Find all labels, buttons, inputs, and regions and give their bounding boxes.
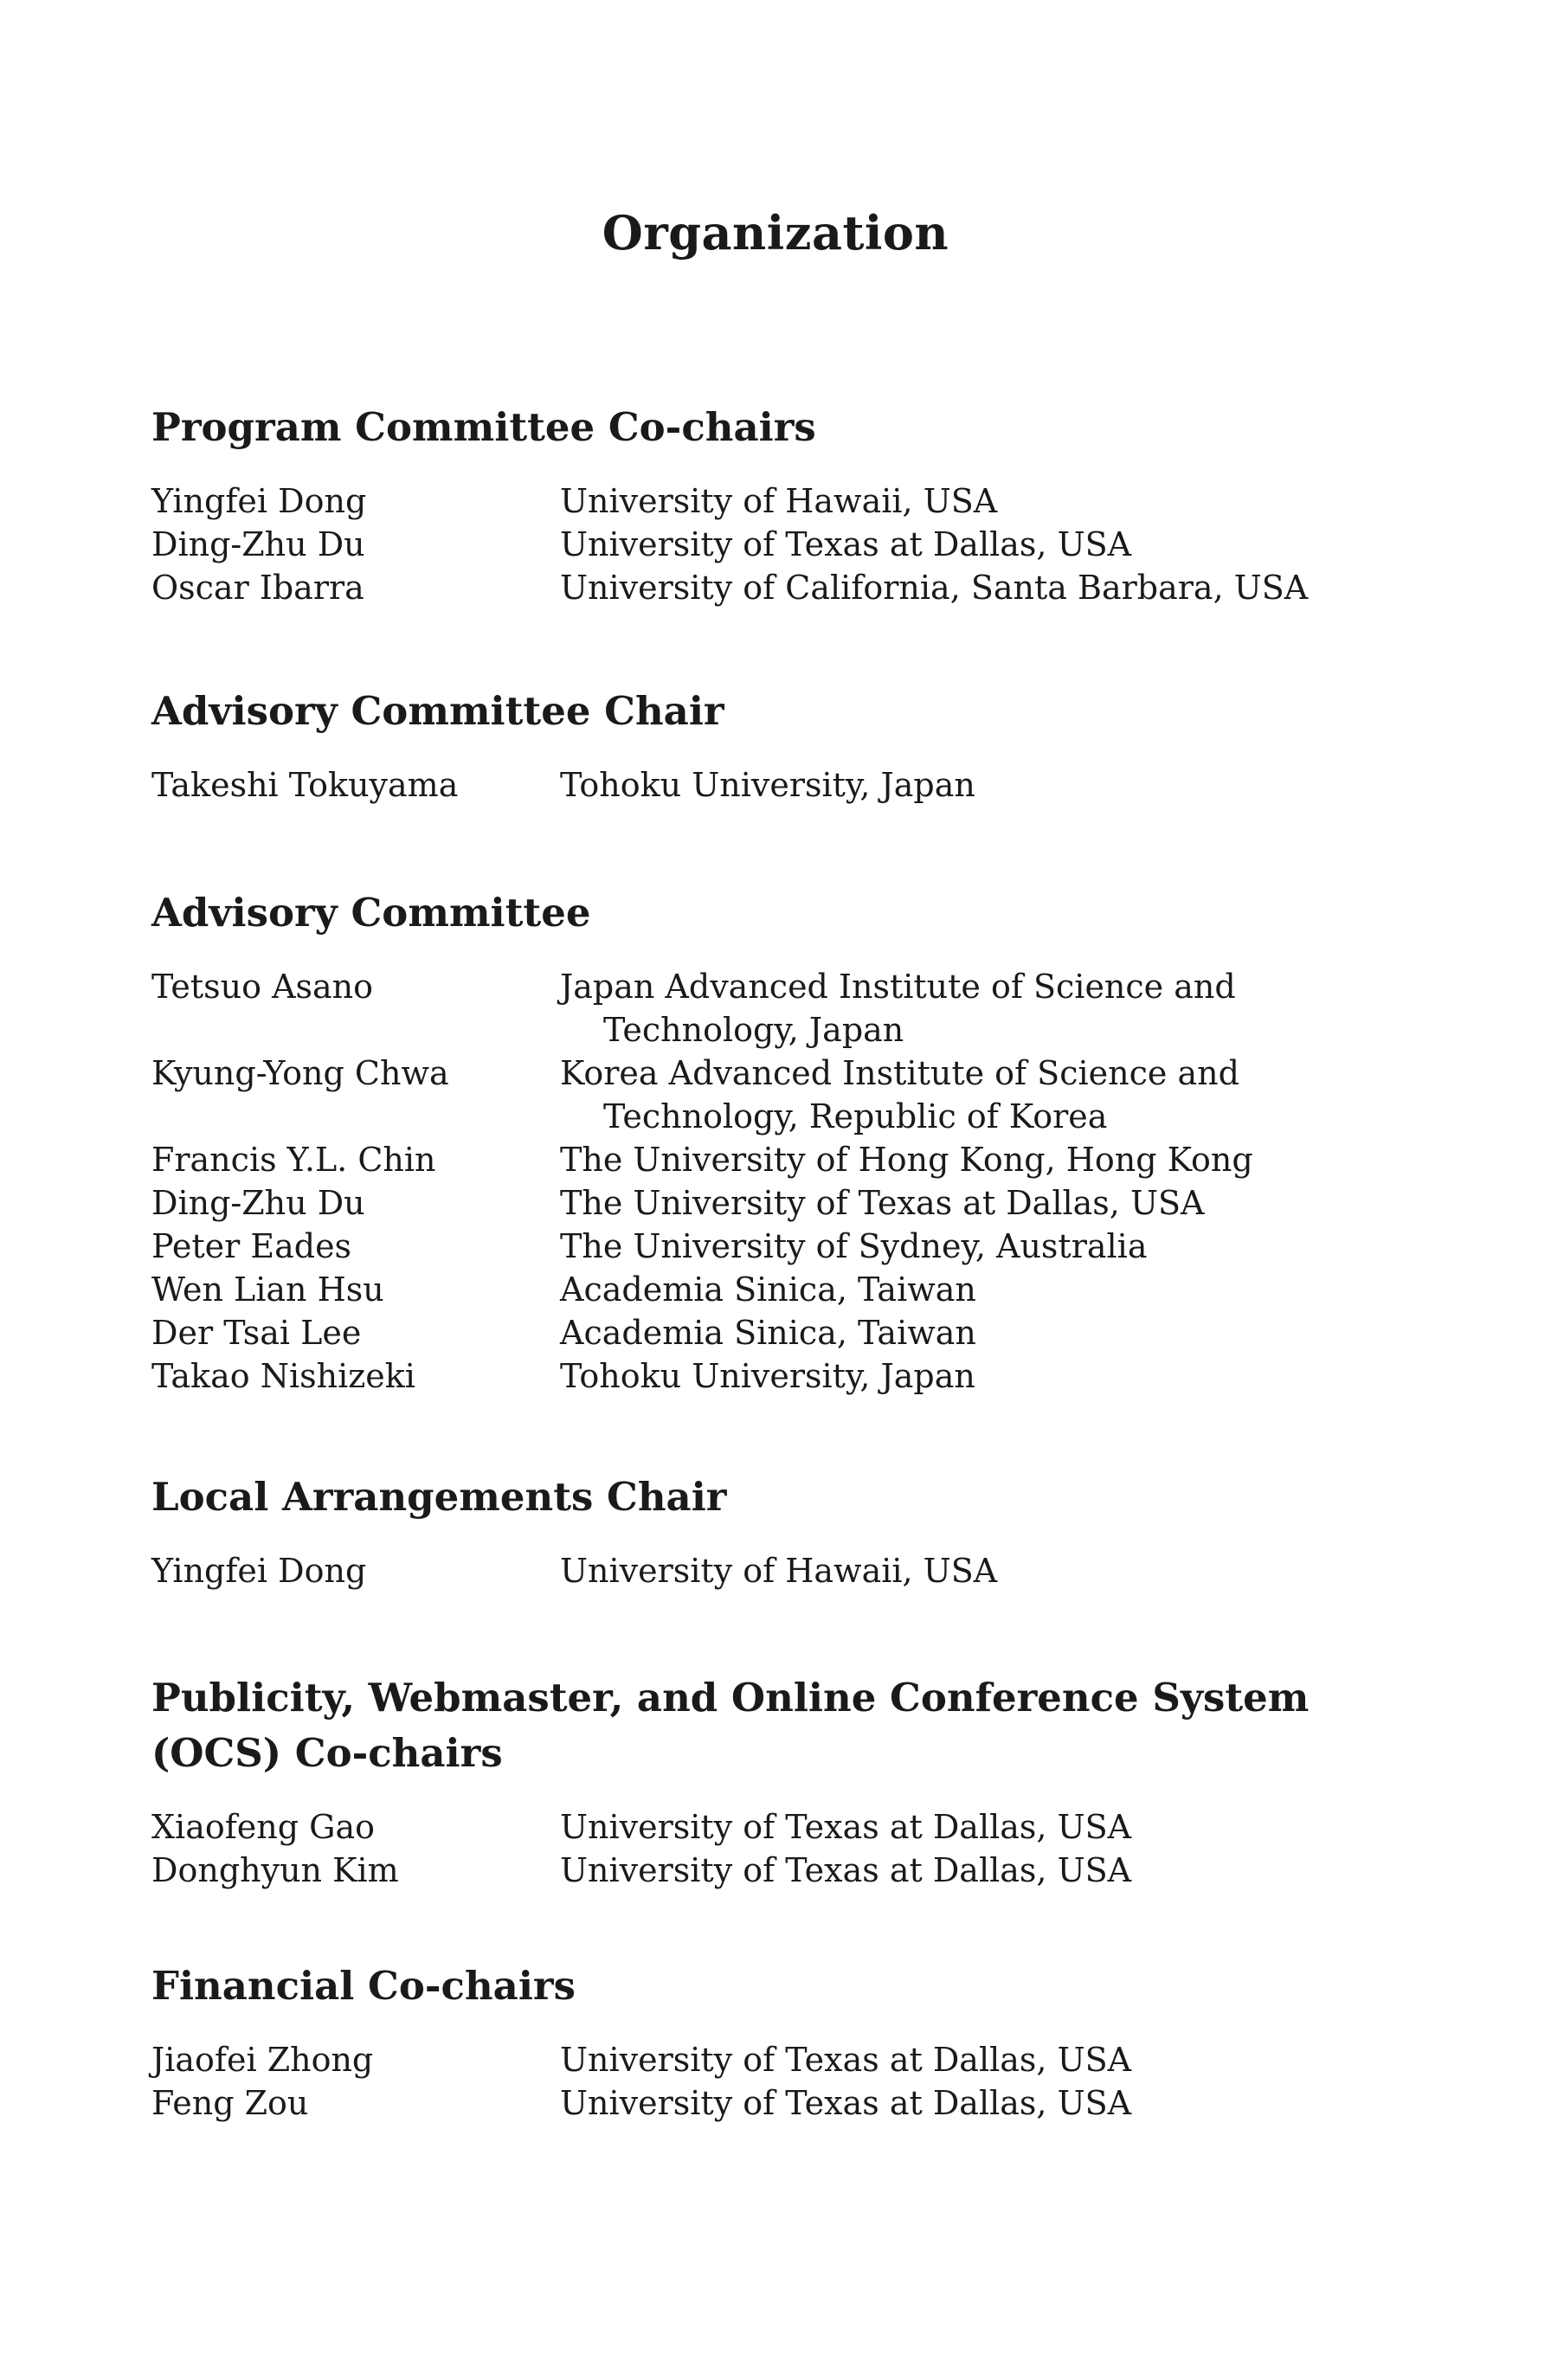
affiliation-line: The University of Sydney, Australia — [560, 1227, 1148, 1265]
member-list — [151, 763, 1406, 807]
affiliation-line: Academia Sinica, Taiwan — [560, 1270, 976, 1309]
member-name: Jiaofei Zhong — [151, 2041, 374, 2079]
member-row — [151, 965, 1406, 1052]
member-name: Takao Nishizeki — [151, 1357, 415, 1395]
member-affiliation — [560, 479, 1406, 523]
member-name: Xiaofeng Gao — [151, 1808, 376, 1846]
member-affiliation — [560, 1052, 1406, 1138]
section-advisory-committee-chair — [151, 684, 1406, 807]
affiliation-line: University of Texas at Dallas, USA — [560, 2041, 1132, 2079]
member-affiliation — [560, 1549, 1406, 1592]
member-row — [151, 1354, 1406, 1398]
member-name: Francis Y.L. Chin — [151, 1141, 436, 1179]
member-affiliation — [560, 2081, 1406, 2125]
affiliation-line: University of Texas at Dallas, USA — [560, 1851, 1132, 1889]
member-affiliation — [560, 1311, 1406, 1354]
member-row — [151, 1311, 1406, 1354]
member-row — [151, 566, 1406, 609]
affiliation-line: University of Texas at Dallas, USA — [560, 525, 1132, 563]
affiliation-line: Tohoku University, Japan — [560, 1357, 975, 1395]
member-row — [151, 1549, 1406, 1592]
member-affiliation — [560, 763, 1406, 807]
affiliation-line: Technology, Japan — [603, 1011, 904, 1049]
member-row — [151, 1138, 1406, 1181]
affiliation-line: Tohoku University, Japan — [560, 766, 975, 804]
member-affiliation — [560, 1849, 1406, 1892]
member-affiliation — [560, 1225, 1406, 1268]
section-heading: Publicity, Webmaster, and Online Conference System (OCS) Co-chairs — [151, 1675, 1310, 1776]
member-name: Yingfei Dong — [151, 482, 367, 520]
affiliation-line: Korea Advanced Institute of Science and — [560, 1054, 1239, 1092]
affiliation-line: The University of Hong Kong, Hong Kong — [560, 1141, 1253, 1179]
section-heading: Local Arrangements Chair — [151, 1474, 727, 1520]
member-affiliation — [560, 523, 1406, 566]
affiliation-line: Academia Sinica, Taiwan — [560, 1314, 976, 1352]
member-list — [151, 1805, 1406, 1892]
member-name: Yingfei Dong — [151, 1552, 367, 1590]
section-heading: Financial Co-chairs — [151, 1963, 576, 2009]
member-row — [151, 1849, 1406, 1892]
member-name: Feng Zou — [151, 2084, 309, 2122]
member-row — [151, 479, 1406, 523]
member-name: Ding-Zhu Du — [151, 1184, 365, 1222]
page-title: Organization — [602, 205, 949, 261]
affiliation-line: Japan Advanced Institute of Science and — [560, 968, 1236, 1006]
member-name: Oscar Ibarra — [151, 569, 364, 607]
member-row — [151, 523, 1406, 566]
member-affiliation — [560, 1805, 1406, 1849]
member-affiliation — [560, 2038, 1406, 2081]
member-row — [151, 1805, 1406, 1849]
member-affiliation — [560, 1138, 1406, 1181]
affiliation-line: University of Hawaii, USA — [560, 1552, 998, 1590]
affiliation-line: The University of Texas at Dallas, USA — [560, 1184, 1205, 1222]
member-list — [151, 2038, 1406, 2125]
section-heading: Program Committee Co-chairs — [151, 404, 816, 450]
member-name: Wen Lian Hsu — [151, 1270, 384, 1309]
section-program-committee-co-chairs — [151, 400, 1406, 609]
section-heading: Advisory Committee Chair — [151, 688, 724, 734]
affiliation-line: University of Texas at Dallas, USA — [560, 2084, 1132, 2122]
member-affiliation — [560, 1181, 1406, 1225]
member-name: Donghyun Kim — [151, 1851, 399, 1889]
member-affiliation — [560, 965, 1406, 1052]
affiliation-line: University of Texas at Dallas, USA — [560, 1808, 1132, 1846]
affiliation-line: Technology, Republic of Korea — [603, 1097, 1108, 1135]
section-local-arrangements-chair — [151, 1470, 1406, 1592]
member-row — [151, 1052, 1406, 1138]
member-row — [151, 1225, 1406, 1268]
member-affiliation — [560, 1354, 1406, 1398]
affiliation-line: University of Hawaii, USA — [560, 482, 998, 520]
section-heading: Advisory Committee — [151, 890, 591, 936]
member-row — [151, 763, 1406, 807]
member-list — [151, 1549, 1406, 1592]
member-affiliation — [560, 1268, 1406, 1311]
member-affiliation — [560, 566, 1406, 609]
member-list — [151, 965, 1406, 1398]
member-row — [151, 2081, 1406, 2125]
section-advisory-committee — [151, 885, 1406, 1398]
member-name: Der Tsai Lee — [151, 1314, 362, 1352]
member-name: Tetsuo Asano — [151, 968, 374, 1006]
member-row — [151, 1268, 1406, 1311]
member-name: Kyung-Yong Chwa — [151, 1054, 449, 1092]
member-row — [151, 2038, 1406, 2081]
section-financial-co-chairs — [151, 1959, 1406, 2125]
member-name: Ding-Zhu Du — [151, 525, 365, 563]
section-publicity-webmaster-ocs-co-chairs — [151, 1670, 1406, 1892]
member-name: Peter Eades — [151, 1227, 352, 1265]
member-name: Takeshi Tokuyama — [151, 766, 459, 804]
member-row — [151, 1181, 1406, 1225]
member-list — [151, 479, 1406, 609]
affiliation-line: University of California, Santa Barbara, USA — [560, 569, 1309, 607]
